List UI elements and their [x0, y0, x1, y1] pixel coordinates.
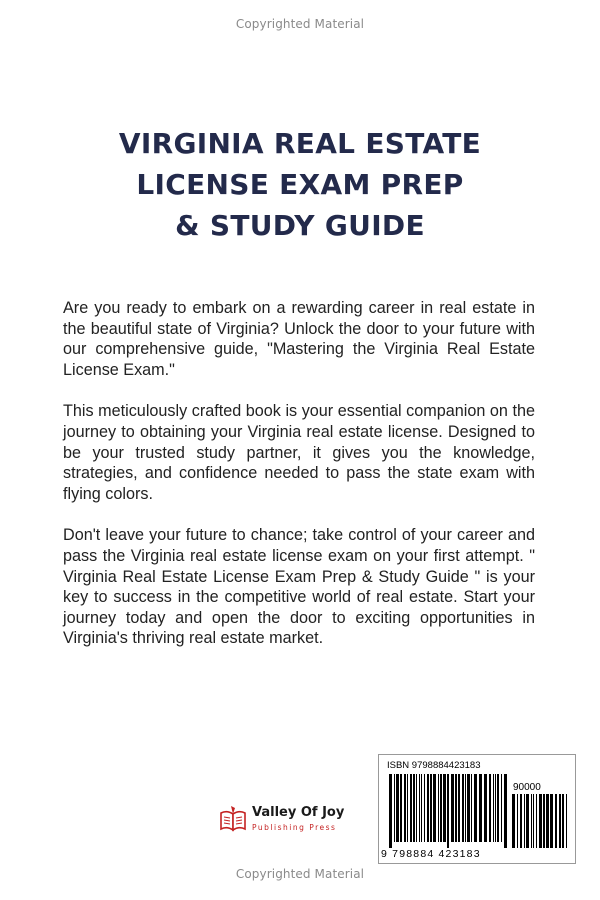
- title-line-3: & STUDY GUIDE: [175, 209, 425, 242]
- barcode-digits: 9 798884 423183: [381, 848, 481, 860]
- description-paragraph-2: This meticulously crafted book is your essential companion on the journey to obtaining your Virginia real estate license. Designed to be your trusted study partner, it gives you the knowledge, strategies, and confidence needed to pass the state exam with flying colors.: [63, 402, 535, 503]
- publisher-logo: [218, 804, 378, 836]
- price-code: 90000: [513, 782, 541, 793]
- publisher-subtitle: Publishing Press: [252, 823, 337, 832]
- publisher-name: Valley Of Joy: [252, 805, 345, 820]
- title-line-1: VIRGINIA REAL ESTATE: [118, 127, 482, 160]
- copyright-watermark-bottom: Copyrighted Material: [235, 867, 365, 881]
- open-book-icon: [218, 804, 248, 834]
- copyright-watermark-top: Copyrighted Material: [235, 17, 365, 31]
- title-line-2: LICENSE EXAM PREP: [136, 168, 464, 201]
- barcode-bars: [389, 774, 507, 848]
- description-paragraph-3: Don't leave your future to chance; take control of your career and pass the Virginia real estate license exam on your first attempt. " Virginia Real Estate License Exam Prep & Study Guide " is your key to success in the competitive world of real estate. Start your journey today and open the door to exciting opportunities in Virginia's thriving real estate market.: [63, 526, 535, 648]
- isbn-barcode: [378, 754, 576, 864]
- book-description: [63, 298, 535, 670]
- book-title: [0, 123, 600, 246]
- isbn-label: ISBN 9798884423183: [387, 760, 481, 771]
- addon-barcode-bars: [512, 794, 568, 848]
- description-paragraph-1: Are you ready to embark on a rewarding career in real estate in the beautiful state of Virginia? Unlock the door to your future with our comprehensive guide, "Mastering the Virginia Real Estate License Exam.": [63, 299, 535, 379]
